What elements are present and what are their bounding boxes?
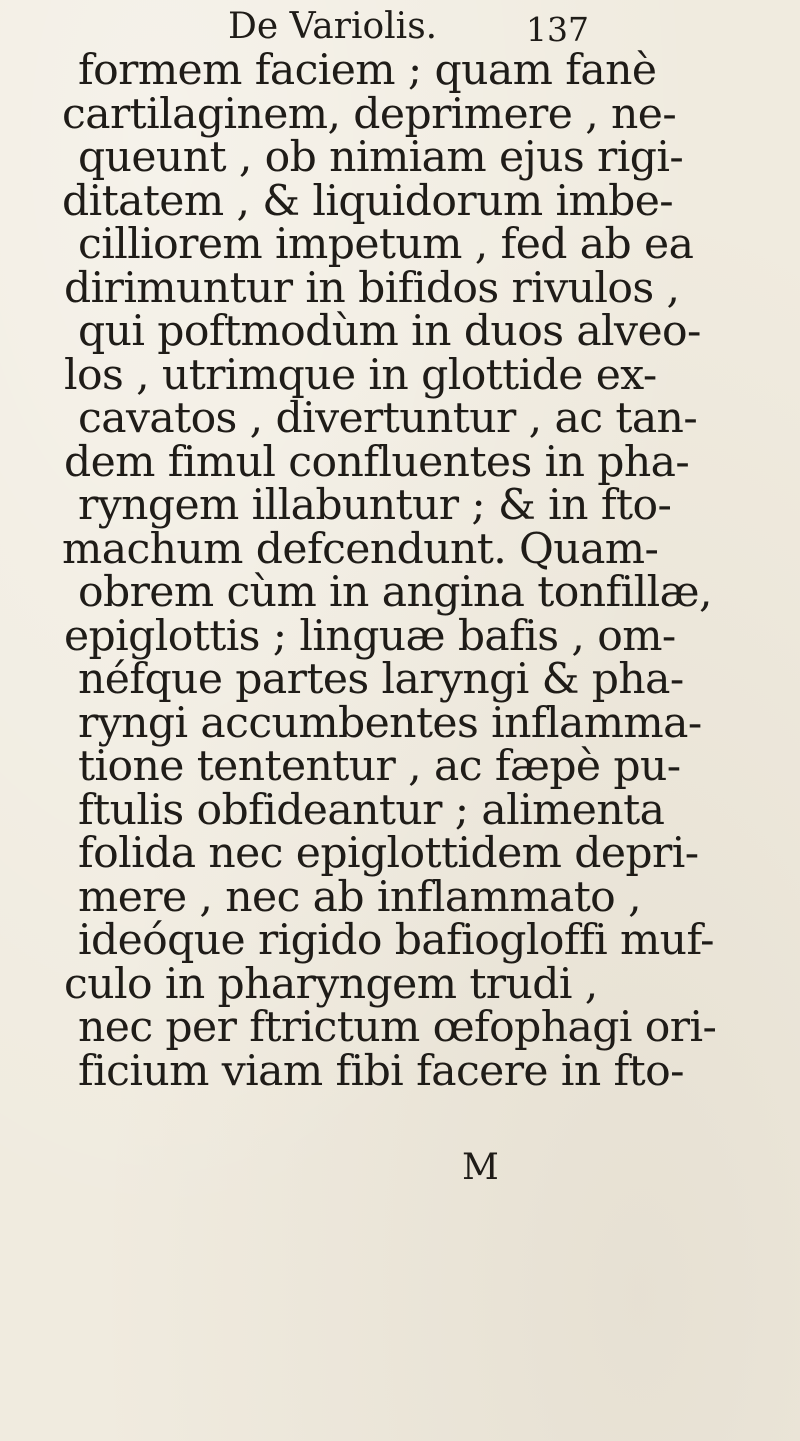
text-line-2: cartilaginem, deprimere , ne-	[62, 89, 677, 139]
text-line-6: dirimuntur in bifidos rivulos ,	[64, 263, 680, 313]
text-line-12: machum defcendunt. Quam-	[62, 524, 659, 574]
text-line-11: ryngem illabuntur ; & in fto-	[78, 481, 672, 530]
text-line-18: ftulis obfideantur ; alimenta	[78, 785, 665, 835]
text-line-15: néfque partes laryngi & pha-	[78, 655, 684, 704]
text-line-21: ideóque rigido bafiogloffi muf-	[78, 916, 714, 965]
text-line-17: tione tententur , ac fæpè pu-	[78, 742, 681, 791]
text-line-1: formem faciem ; quam fanè	[78, 46, 657, 95]
page-number: 137	[526, 10, 589, 49]
text-line-7: qui poftmodùm in duos alveo-	[78, 307, 701, 356]
running-title: De Variolis.	[228, 6, 438, 47]
text-line-10: dem fimul confluentes in pha-	[64, 437, 690, 487]
text-line-23: nec per ftrictum œfophagi ori-	[78, 1003, 717, 1052]
text-line-24: ficium viam fibi facere in fto-	[78, 1046, 684, 1096]
text-line-22: culo in pharyngem trudi ,	[64, 959, 598, 1009]
text-line-3: queunt , ob nimiam ejus rigi-	[78, 133, 684, 182]
text-line-9: cavatos , divertuntur , ac tan-	[78, 394, 698, 443]
text-line-8: los , utrimque in glottide ex-	[64, 350, 657, 400]
text-line-16: ryngi accumbentes inflamma-	[78, 698, 702, 748]
text-line-5: cilliorem impetum , fed ab ea	[78, 220, 694, 269]
text-line-13: obrem cùm in angina tonfillæ,	[78, 568, 712, 617]
text-line-20: mere , nec ab inflammato ,	[78, 872, 641, 922]
text-line-4: ditatem , & liquidorum imbe-	[62, 176, 674, 226]
signature-mark: M	[462, 1147, 499, 1188]
text-line-14: epiglottis ; linguæ bafis , om-	[64, 611, 676, 661]
text-line-19: folida nec epiglottidem depri-	[78, 829, 699, 878]
